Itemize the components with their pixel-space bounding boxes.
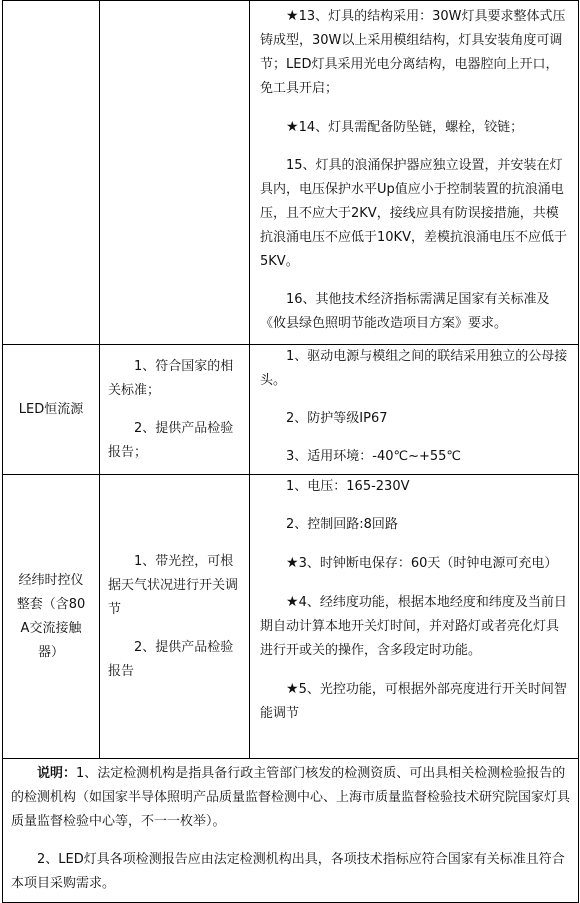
tech-requirement-cell [250,1,579,345]
star-icon: ★ [286,681,299,697]
doc-requirement-cell [100,475,250,759]
star-icon: ★ [286,8,299,24]
item-name-cell [3,1,100,345]
item-name-cell: LED恒流源 [3,345,100,475]
tech-requirement-cell [250,475,579,759]
doc-item: 1、带光控，可根据天气状况进行开关调节 [108,553,239,617]
requirement-item: 3、适用环境：-40℃~+55℃ [286,449,462,464]
table-row-led-driver [3,345,579,475]
doc-item: 1、符合国家的相关标准； [108,358,234,398]
doc-requirement-cell [100,1,250,345]
requirement-item: ★3、时钟断电保存：60天（时钟电源可充电） [286,555,558,571]
spec-table [2,0,579,903]
doc-requirement-cell [100,345,250,475]
requirement-item: 1、驱动电源与模组之间的联结采用独立的公母接头。 [260,349,568,388]
requirement-item: ★5、光控功能，可根据外部亮度进行开关时间智能调节 [260,681,567,721]
requirement-item: ★4、经纬度功能，根据本地经度和纬度及当前日期自动计算本地开关灯时间，并对路灯或者亮化灯具进行开或关的操作，含多段定时功能。 [260,594,567,658]
doc-item: 2、提供产品检验报告； [108,420,234,460]
requirement-item: 2、控制回路:8回路 [286,517,398,532]
requirement-item: 15、灯具的浪涌保护器应独立设置，并安装在灯具内，电压保护水平Up值应小于控制装置的抗浪涌电压，且不应大于2KV，接线应具有防误接措施，共模抗浪涌电压不应低于10KV，差模抗浪涌电压不应低于5KV。 [260,158,567,269]
note-label: 说明： [37,766,77,781]
star-icon: ★ [286,119,299,135]
requirement-item: ★13、灯具的结构采用：30W灯具要求整体式压铸成型，30W以上采用模组结构，灯具安装角度可调节；LED灯具采用光电分离结构，电器腔向上开口，免工具开启； [260,8,566,96]
star-icon: ★ [286,555,299,571]
requirement-item: 2、防护等级IP67 [286,411,388,426]
notes-cell [3,759,579,903]
requirement-item: 1、电压：165-230V [286,479,410,494]
doc-item: 2、提供产品检验报告 [108,639,234,679]
note-2: 2、LED灯具各项检测报告应由法定检测机构出具，各项技术指标应符合国家有关标准且符合本项目采购需求。 [11,852,565,891]
star-icon: ★ [286,594,299,610]
requirement-item: 16、其他技术经济指标需满足国家有关标准及《攸县绿色照明节能改造项目方案》要求。 [260,292,550,331]
tech-requirement-cell [250,345,579,475]
table-row-notes [3,759,579,903]
requirement-item: ★14、灯具需配备防坠链，螺栓，铰链； [286,119,524,135]
table-row-lamp-continued [3,1,579,345]
item-name-cell: 经纬时控仪整套（含80A交流接触器） [3,475,100,759]
table-row-timer-controller [3,475,579,759]
note-1: 说明：1、法定检测机构是指具备行政主管部门核发的检测资质、可出具相关检测检验报告的的检测机构（如国家半导体照明产品质量监督检测中心、上海市质量监督检验技术研究院国家灯具质量监督检验中心等，不一一枚举）。 [11,766,571,829]
